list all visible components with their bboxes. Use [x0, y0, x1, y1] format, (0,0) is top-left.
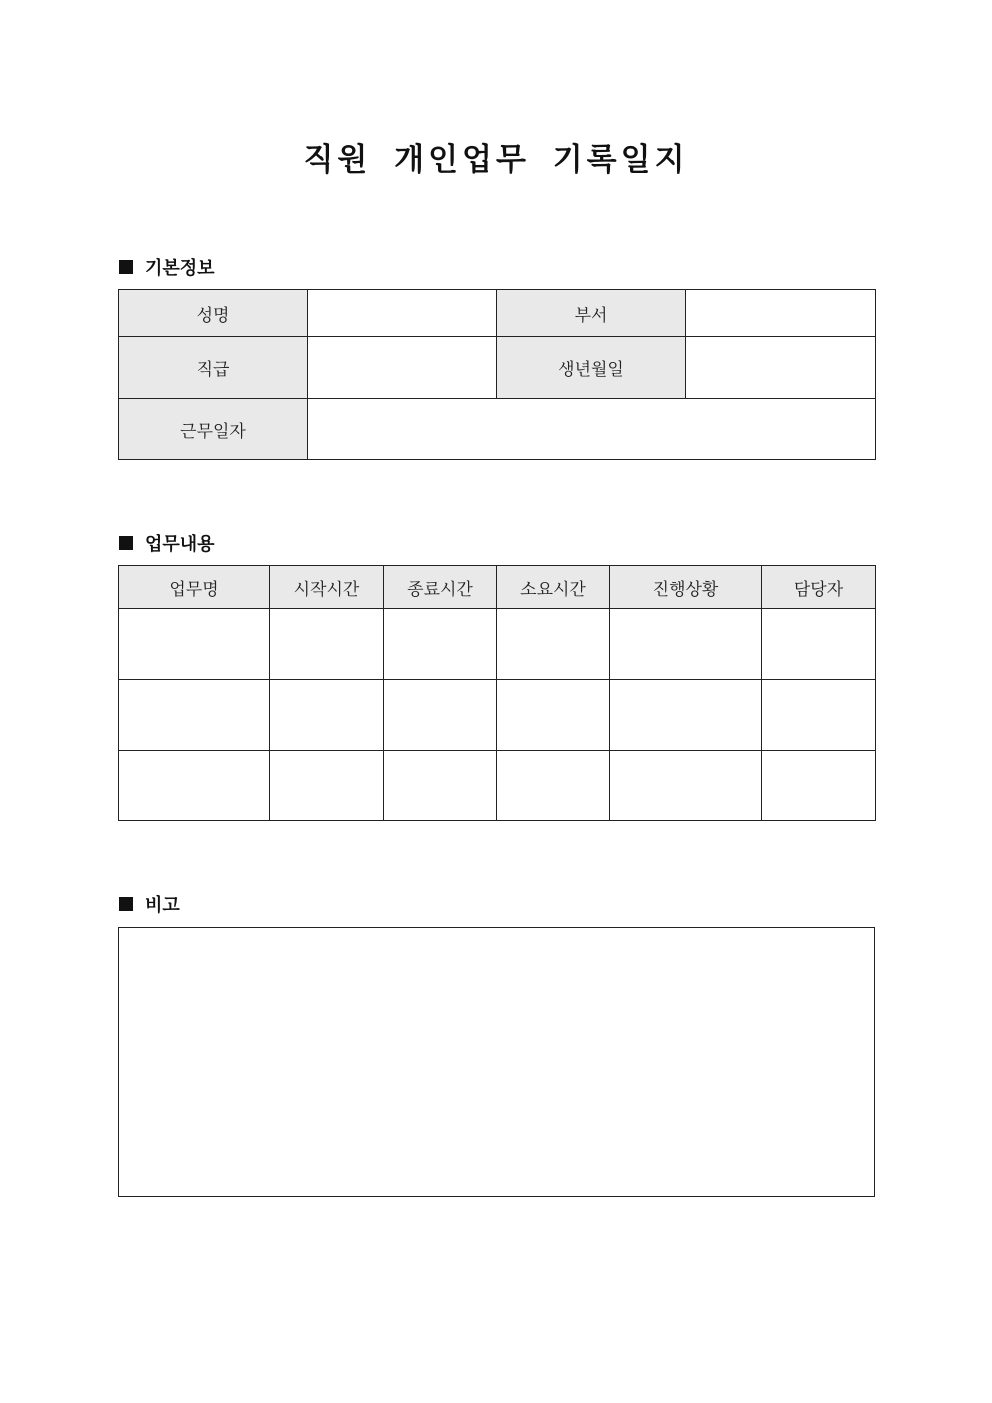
- assignee-cell[interactable]: [762, 680, 876, 751]
- start-time-cell[interactable]: [270, 680, 384, 751]
- work-date-label: 근무일자: [119, 399, 308, 460]
- progress-cell[interactable]: [610, 680, 762, 751]
- department-label: 부서: [497, 290, 686, 337]
- square-bullet-icon: [119, 897, 133, 911]
- end-time-cell[interactable]: [384, 751, 497, 821]
- position-field[interactable]: [308, 337, 497, 399]
- column-header-end-time: 종료시간: [384, 566, 497, 609]
- table-row: [119, 337, 876, 399]
- duration-cell[interactable]: [497, 751, 610, 821]
- progress-cell[interactable]: [610, 609, 762, 680]
- table-header-row: [119, 566, 876, 609]
- square-bullet-icon: [119, 536, 133, 550]
- duration-cell[interactable]: [497, 680, 610, 751]
- section-heading-remarks: [119, 891, 180, 917]
- progress-cell[interactable]: [610, 751, 762, 821]
- task-name-cell[interactable]: [119, 680, 270, 751]
- task-table: [118, 565, 876, 821]
- square-bullet-icon: [119, 260, 133, 274]
- column-header-assignee: 담당자: [762, 566, 876, 609]
- start-time-cell[interactable]: [270, 609, 384, 680]
- department-field[interactable]: [686, 290, 876, 337]
- table-row: [119, 751, 876, 821]
- assignee-cell[interactable]: [762, 609, 876, 680]
- task-name-cell[interactable]: [119, 609, 270, 680]
- name-field[interactable]: [308, 290, 497, 337]
- end-time-cell[interactable]: [384, 609, 497, 680]
- page-title: 직원 개인업무 기록일지: [303, 142, 689, 178]
- section-heading-label: 비고: [145, 895, 180, 916]
- basic-info-table: [118, 289, 876, 460]
- section-heading-basic-info: [119, 254, 215, 280]
- section-heading-label: 업무내용: [145, 534, 215, 555]
- table-row: [119, 290, 876, 337]
- table-row: [119, 680, 876, 751]
- task-name-cell[interactable]: [119, 751, 270, 821]
- remarks-box[interactable]: [118, 927, 875, 1197]
- birth-date-field[interactable]: [686, 337, 876, 399]
- name-label: 성명: [119, 290, 308, 337]
- start-time-cell[interactable]: [270, 751, 384, 821]
- duration-cell[interactable]: [497, 609, 610, 680]
- table-row: [119, 609, 876, 680]
- position-label: 직급: [119, 337, 308, 399]
- section-heading-label: 기본정보: [145, 258, 215, 279]
- column-header-duration: 소요시간: [497, 566, 610, 609]
- column-header-start-time: 시작시간: [270, 566, 384, 609]
- table-row: [119, 399, 876, 460]
- birth-date-label: 생년월일: [497, 337, 686, 399]
- section-heading-tasks: [119, 530, 215, 556]
- work-date-field[interactable]: [308, 399, 876, 460]
- end-time-cell[interactable]: [384, 680, 497, 751]
- assignee-cell[interactable]: [762, 751, 876, 821]
- column-header-progress: 진행상황: [610, 566, 762, 609]
- column-header-task-name: 업무명: [119, 566, 270, 609]
